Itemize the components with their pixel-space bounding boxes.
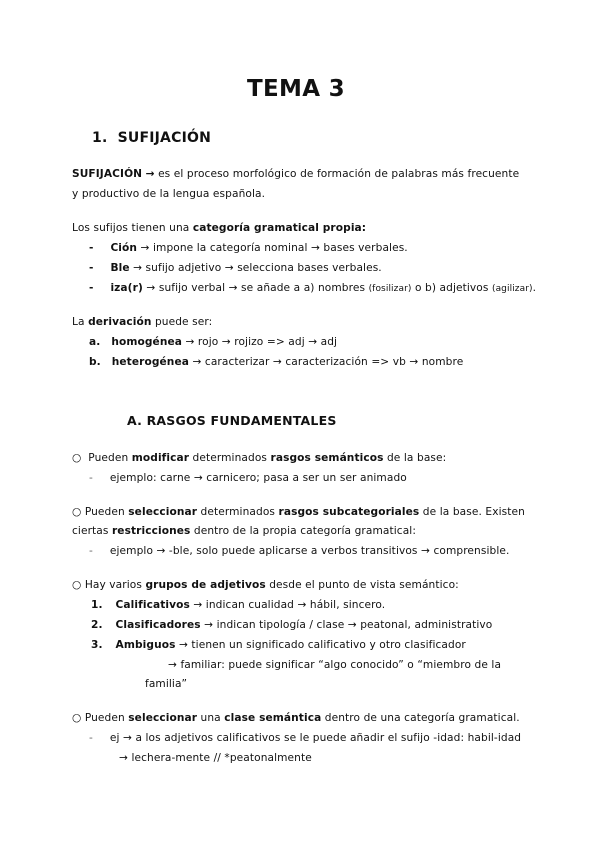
paragraph-item-1 xyxy=(72,451,446,466)
text: ciertas xyxy=(72,525,112,537)
bullet: - xyxy=(89,242,94,254)
arrow-glyph: → xyxy=(145,168,155,180)
paragraph-item-2-line-2 xyxy=(72,524,416,539)
suffix-desc: → sufijo verbal → se añade a a) nombres xyxy=(146,282,369,294)
list-item xyxy=(89,261,382,276)
sub-item-text: ejemplo → -ble, solo puede aplicarse a verbos transitivos → comprensible. xyxy=(109,545,510,557)
bold-text: modificar xyxy=(131,452,190,464)
suffix-intro-bold: categoría gramatical propia: xyxy=(192,222,367,234)
list-marker: b. xyxy=(89,356,101,368)
text: Pueden xyxy=(84,506,129,518)
definition-line-1 xyxy=(72,167,519,182)
text: determinados xyxy=(197,506,279,518)
list-item xyxy=(89,471,407,486)
list-item xyxy=(89,544,509,559)
suffix-desc: → sufijo adjetivo → selecciona bases verbales. xyxy=(133,262,382,274)
example-paren: (agilizar) xyxy=(491,284,533,294)
suffix-name: iza(r) xyxy=(110,282,143,294)
continuation-line: familia” xyxy=(145,678,188,690)
paragraph-item-4 xyxy=(72,711,520,726)
bold-text: rasgos semánticos xyxy=(270,452,384,464)
text: Hay varios xyxy=(84,579,146,591)
text: una xyxy=(197,712,225,724)
list-marker: 2. xyxy=(91,619,103,631)
list-marker: 1. xyxy=(91,599,103,611)
text: desde el punto de vista semántico: xyxy=(265,579,459,591)
group-desc: → tienen un significado calificativo y otro clasificador xyxy=(175,639,466,651)
suffix-name: Ble xyxy=(110,262,130,274)
sub-item-text: ejemplo: carne → carnicero; pasa a ser un ser animado xyxy=(109,472,407,484)
suffix-intro-text: Los sufijos tienen una xyxy=(72,222,193,234)
derivation-desc: → rojo → rojizo => adj → adj xyxy=(185,336,338,348)
paragraph-item-2 xyxy=(72,505,525,520)
derivation-intro xyxy=(72,315,212,330)
text: de la base. Existen xyxy=(419,506,525,518)
list-marker: 3. xyxy=(91,639,103,651)
list-marker: a. xyxy=(89,336,101,348)
list-item xyxy=(91,598,385,613)
section-number: 1. xyxy=(92,130,108,146)
derivation-desc: → caracterizar → caracterización => vb → nombre xyxy=(192,356,464,368)
section-heading-1 xyxy=(92,130,211,146)
circle-bullet: ○ xyxy=(72,452,82,464)
bold-text: restricciones xyxy=(111,525,191,537)
circle-bullet: ○ xyxy=(72,579,82,591)
bullet: - xyxy=(89,282,94,294)
list-item xyxy=(89,731,521,746)
bold-text: clase semántica xyxy=(224,712,322,724)
suffix-desc: o b) adjetivos xyxy=(411,282,492,294)
page-title: TEMA 3 xyxy=(247,76,345,102)
circle-bullet: ○ xyxy=(72,712,82,724)
derivation-name: heterogénea xyxy=(111,356,189,368)
continuation-line: → lechera-mente // *peatonalmente xyxy=(119,752,312,764)
paragraph-item-3 xyxy=(72,578,459,593)
list-item xyxy=(91,638,466,653)
bullet: - xyxy=(89,732,93,744)
suffix-desc: . xyxy=(532,282,537,294)
suffix-name: Ción xyxy=(110,242,138,254)
derivation-intro-post: puede ser: xyxy=(151,316,213,328)
group-desc: → indican cualidad → hábil, sincero. xyxy=(189,599,386,611)
bold-text: rasgos subcategoriales xyxy=(278,506,420,518)
bold-text: seleccionar xyxy=(128,506,198,518)
section-heading-a: A. RASGOS FUNDAMENTALES xyxy=(127,413,337,428)
list-item xyxy=(89,355,463,370)
derivation-intro-pre: La xyxy=(72,316,89,328)
section-title: SUFIJACIÓN xyxy=(117,130,211,146)
bullet: - xyxy=(89,262,94,274)
text: dentro de la propia categoría gramatical: xyxy=(190,525,416,537)
bold-text: seleccionar xyxy=(128,712,198,724)
bullet: - xyxy=(89,545,93,557)
text: Pueden xyxy=(88,452,132,464)
list-item xyxy=(91,618,492,633)
continuation-line: → familiar: puede significar “algo conocido” o “miembro de la xyxy=(168,659,502,671)
circle-bullet: ○ xyxy=(72,506,82,518)
group-name: Calificativos xyxy=(115,599,190,611)
text: de la base: xyxy=(383,452,447,464)
derivation-intro-bold: derivación xyxy=(88,316,152,328)
definition-text: es el proceso morfológico de formación de palabras más frecuente xyxy=(158,168,520,180)
bold-text: grupos de adjetivos xyxy=(145,579,266,591)
text: dentro de una categoría gramatical. xyxy=(321,712,520,724)
sub-item-text: ej → a los adjetivos calificativos se le puede añadir el sufijo -idad: habil-idad xyxy=(109,732,522,744)
group-name: Ambiguos xyxy=(115,639,176,651)
suffix-desc: → impone la categoría nominal → bases verbales. xyxy=(140,242,408,254)
list-item xyxy=(89,241,408,256)
bullet: - xyxy=(89,472,93,484)
group-name: Clasificadores xyxy=(115,619,201,631)
list-item xyxy=(89,281,536,297)
group-desc: → indican tipología / clase → peatonal, administrativo xyxy=(200,619,493,631)
list-item xyxy=(89,335,337,350)
suffix-intro xyxy=(72,221,366,236)
derivation-name: homogénea xyxy=(111,336,182,348)
text: determinados xyxy=(189,452,271,464)
definition-term: SUFIJACIÓN xyxy=(72,168,143,180)
definition-line-2: y productivo de la lengua española. xyxy=(72,188,266,200)
text: Pueden xyxy=(84,712,129,724)
example-paren: (fosilizar) xyxy=(368,284,412,294)
